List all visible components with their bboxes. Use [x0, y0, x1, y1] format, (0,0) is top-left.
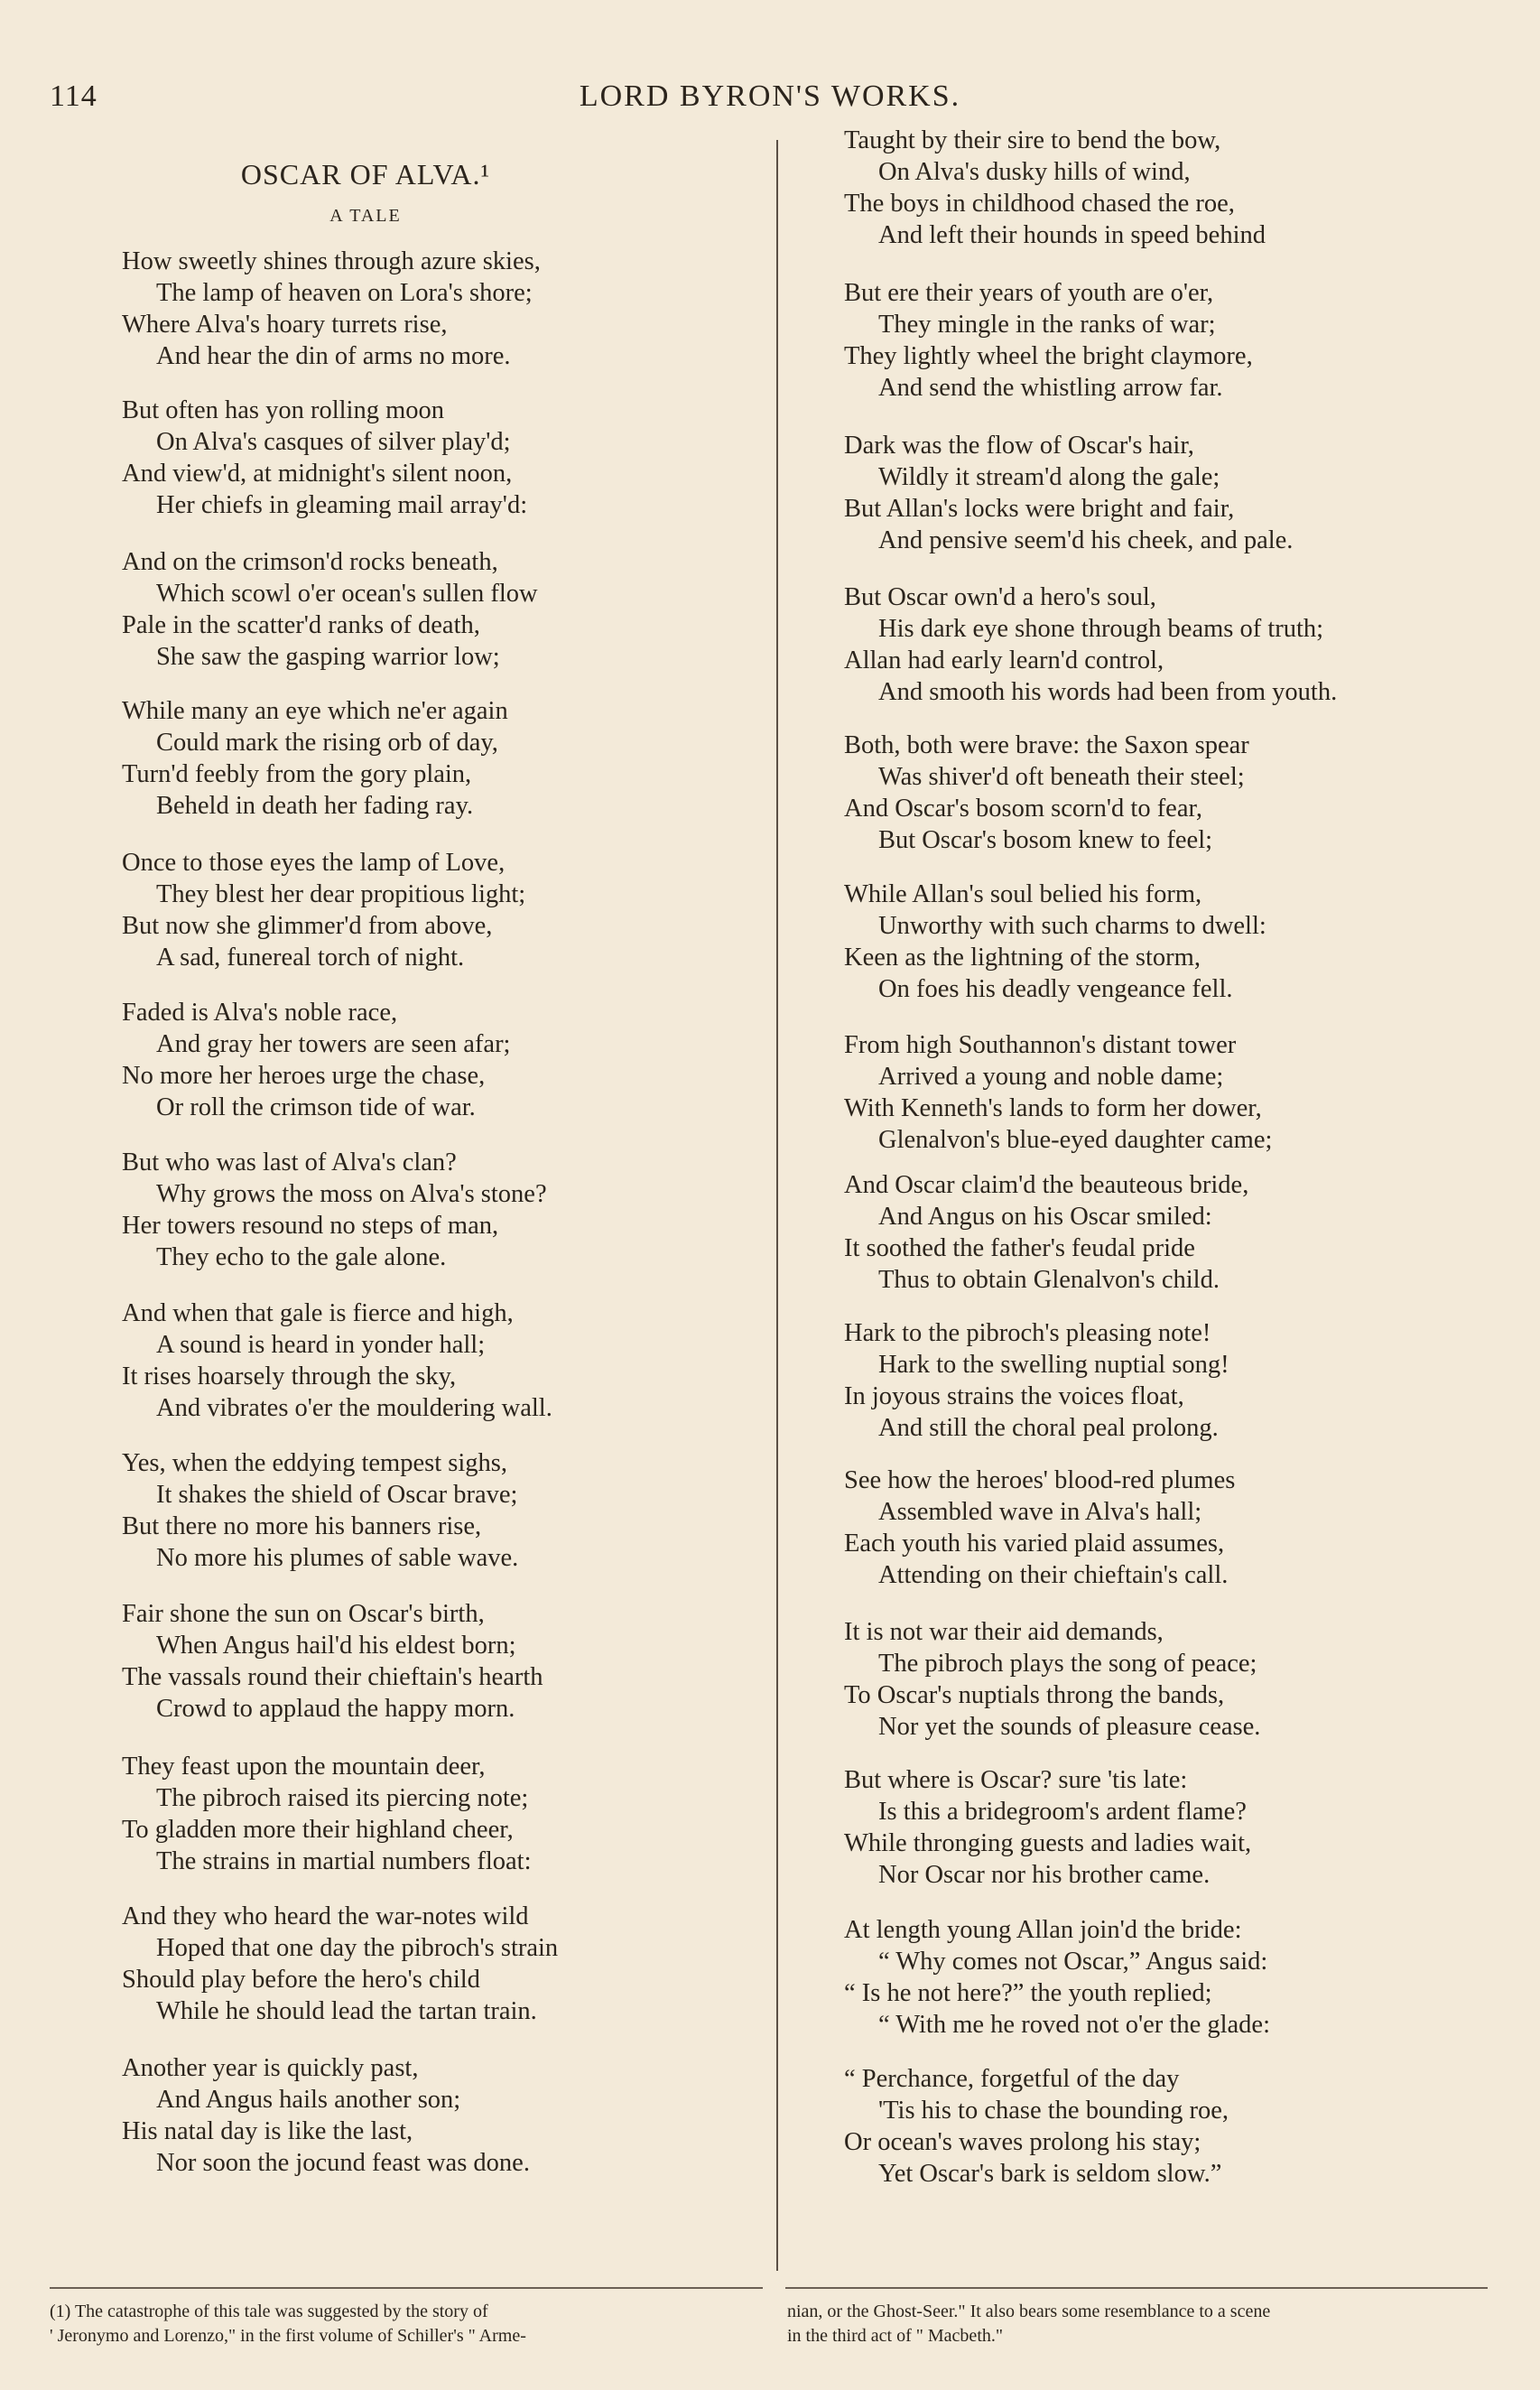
- verse-line: While many an eye which ne'er again: [122, 697, 508, 725]
- verse-line: Which scowl o'er ocean's sullen flow: [156, 580, 538, 608]
- verse-line: Is this a bridegroom's ardent flame?: [878, 1798, 1247, 1826]
- verse-line: Her chiefs in gleaming mail array'd:: [156, 491, 528, 519]
- verse-line: Yes, when the eddying tempest sighs,: [122, 1449, 507, 1477]
- verse-line: They lightly wheel the bright claymore,: [844, 342, 1253, 370]
- verse-line: Arrived a young and noble dame;: [878, 1063, 1224, 1091]
- stanza: [122, 695, 508, 822]
- verse-line: To Oscar's nuptials throng the bands,: [844, 1681, 1225, 1709]
- verse-line: Fair shone the sun on Oscar's birth,: [122, 1600, 485, 1628]
- stanza: [122, 1147, 547, 1273]
- stanza: [844, 1914, 1270, 2041]
- verse-line: The pibroch plays the song of peace;: [878, 1650, 1257, 1678]
- verse-line: When Angus hail'd his eldest born;: [156, 1632, 516, 1660]
- verse-line: The strains in martial numbers float:: [156, 1847, 532, 1875]
- verse-line: Unworthy with such charms to dwell:: [878, 912, 1266, 940]
- verse-line: A sound is heard in yonder hall;: [156, 1331, 486, 1359]
- verse-line: The lamp of heaven on Lora's shore;: [156, 279, 533, 307]
- verse-line: Or roll the crimson tide of war.: [156, 1093, 476, 1121]
- verse-line: On foes his deadly vengeance fell.: [878, 975, 1233, 1003]
- verse-line: No more her heroes urge the chase,: [122, 1062, 486, 1090]
- verse-line: A sad, funereal torch of night.: [156, 944, 465, 972]
- verse-line: And they who heard the war-notes wild: [122, 1902, 529, 1930]
- verse-line: Wildly it stream'd along the gale;: [878, 463, 1220, 491]
- verse-line: Nor Oscar nor his brother came.: [878, 1861, 1211, 1889]
- verse-line: And on the crimson'd rocks beneath,: [122, 548, 498, 576]
- verse-line: Where Alva's hoary turrets rise,: [122, 311, 448, 339]
- verse-line: And Angus hails another son;: [156, 2086, 461, 2114]
- stanza: [844, 125, 1266, 251]
- verse-line: Keen as the lightning of the storm,: [844, 944, 1201, 972]
- verse-line: The pibroch raised its piercing note;: [156, 1784, 529, 1812]
- poem-subtitle: A TALE: [329, 206, 402, 226]
- stanza: [122, 997, 510, 1123]
- verse-line: Once to those eyes the lamp of Love,: [122, 849, 506, 877]
- stanza: [844, 879, 1266, 1005]
- verse-line: To gladden more their highland cheer,: [122, 1816, 514, 1844]
- page-number: 114: [50, 79, 97, 113]
- verse-line: But there no more his banners rise,: [122, 1512, 482, 1540]
- verse-line: And still the choral peal prolong.: [878, 1414, 1219, 1442]
- footnote-left-line-1: (1) The catastrophe of this tale was suggested by the story of: [50, 2302, 488, 2321]
- verse-line: Each youth his varied plaid assumes,: [844, 1530, 1225, 1558]
- verse-line: “ Perchance, forgetful of the day: [844, 2065, 1180, 2093]
- verse-line: Could mark the rising orb of day,: [156, 729, 498, 757]
- verse-line: While Allan's soul belied his form,: [844, 880, 1202, 908]
- stanza: [844, 1616, 1260, 1743]
- verse-line: But ere their years of youth are o'er,: [844, 279, 1214, 307]
- verse-line: The boys in childhood chased the roe,: [844, 190, 1235, 218]
- verse-line: And Oscar's bosom scorn'd to fear,: [844, 795, 1202, 823]
- verse-line: Beheld in death her fading ray.: [156, 792, 474, 820]
- stanza: [844, 1029, 1272, 1156]
- stanza: [122, 395, 527, 521]
- verse-line: Hark to the swelling nuptial song!: [878, 1351, 1229, 1379]
- verse-line: 'Tis his to chase the bounding roe,: [878, 2097, 1229, 2125]
- stanza: [844, 1169, 1248, 1296]
- stanza: [844, 2063, 1229, 2190]
- verse-line: “ With me he roved not o'er the glade:: [878, 2011, 1270, 2039]
- verse-line: It soothed the father's feudal pride: [844, 1234, 1195, 1262]
- column-divider: [776, 140, 778, 2271]
- verse-line: And Angus on his Oscar smiled:: [878, 1203, 1212, 1231]
- verse-line: While he should lead the tartan train.: [156, 1997, 537, 2025]
- verse-line: They mingle in the ranks of war;: [878, 311, 1216, 339]
- verse-line: But now she glimmer'd from above,: [122, 912, 493, 940]
- verse-line: On Alva's casques of silver play'd;: [156, 428, 511, 456]
- verse-line: Or ocean's waves prolong his stay;: [844, 2128, 1201, 2156]
- stanza: [844, 430, 1293, 556]
- verse-line: Faded is Alva's noble race,: [122, 999, 398, 1027]
- verse-line: Pale in the scatter'd ranks of death,: [122, 611, 480, 639]
- poem-title: OSCAR OF ALVA.¹: [240, 158, 491, 191]
- footnote-rule-left: [50, 2287, 763, 2289]
- verse-line: While thronging guests and ladies wait,: [844, 1829, 1252, 1857]
- running-head: LORD BYRON'S WORKS.: [579, 79, 961, 113]
- verse-line: It is not war their aid demands,: [844, 1618, 1164, 1646]
- stanza: [122, 2052, 530, 2179]
- verse-line: How sweetly shines through azure skies,: [122, 247, 541, 275]
- stanza: [122, 847, 525, 973]
- verse-line: And pensive seem'd his cheek, and pale.: [878, 526, 1294, 554]
- verse-line: In joyous strains the voices float,: [844, 1382, 1184, 1410]
- verse-line: Why grows the moss on Alva's stone?: [156, 1180, 547, 1208]
- verse-line: Taught by their sire to bend the bow,: [844, 126, 1221, 154]
- stanza: [844, 730, 1249, 856]
- verse-line: Her towers resound no steps of man,: [122, 1212, 499, 1240]
- stanza: [844, 581, 1337, 708]
- verse-line: It shakes the shield of Oscar brave;: [156, 1481, 518, 1509]
- stanza: [844, 277, 1253, 404]
- verse-line: They echo to the gale alone.: [156, 1243, 447, 1271]
- stanza: [122, 1751, 532, 1877]
- verse-line: See how the heroes' blood-red plumes: [844, 1466, 1236, 1494]
- footnote-rule-right: [785, 2287, 1488, 2289]
- verse-line: Turn'd feebly from the gory plain,: [122, 760, 472, 788]
- stanza: [122, 1598, 543, 1725]
- verse-line: “ Why comes not Oscar,” Angus said:: [878, 1948, 1268, 1976]
- verse-line: With Kenneth's lands to form her dower,: [844, 1094, 1262, 1122]
- verse-line: And send the whistling arrow far.: [878, 374, 1223, 402]
- stanza: [122, 1297, 552, 1424]
- footnote-left-line-2: ' Jeronymo and Lorenzo," in the first volume of Schiller's " Arme-: [50, 2326, 526, 2346]
- stanza: [844, 1764, 1251, 1891]
- verse-line: “ Is he not here?” the youth replied;: [844, 1979, 1212, 2007]
- verse-line: Hark to the pibroch's pleasing note!: [844, 1319, 1211, 1347]
- verse-line: It rises hoarsely through the sky,: [122, 1362, 457, 1390]
- verse-line: The vassals round their chieftain's hearth: [122, 1663, 543, 1691]
- verse-line: No more his plumes of sable wave.: [156, 1544, 519, 1572]
- verse-line: Attending on their chieftain's call.: [878, 1561, 1229, 1589]
- stanza: [844, 1317, 1229, 1444]
- verse-line: And view'd, at midnight's silent noon,: [122, 460, 513, 488]
- verse-line: But Allan's locks were bright and fair,: [844, 495, 1235, 523]
- verse-line: Allan had early learn'd control,: [844, 646, 1164, 674]
- verse-line: On Alva's dusky hills of wind,: [878, 158, 1191, 186]
- verse-line: His dark eye shone through beams of truth;: [878, 615, 1324, 643]
- stanza: [122, 1447, 518, 1574]
- verse-line: Glenalvon's blue-eyed daughter came;: [878, 1126, 1273, 1154]
- verse-line: Hoped that one day the pibroch's strain: [156, 1934, 559, 1962]
- verse-line: Another year is quickly past,: [122, 2054, 419, 2082]
- stanza: [844, 1465, 1235, 1591]
- verse-line: And Oscar claim'd the beauteous bride,: [844, 1171, 1249, 1199]
- verse-line: And gray her towers are seen afar;: [156, 1030, 511, 1058]
- footnote-right-line-2: in the third act of " Macbeth.": [787, 2326, 1004, 2346]
- verse-line: But often has yon rolling moon: [122, 396, 445, 424]
- verse-line: His natal day is like the last,: [122, 2117, 413, 2145]
- verse-line: But where is Oscar? sure 'tis late:: [844, 1766, 1188, 1794]
- verse-line: They blest her dear propitious light;: [156, 880, 526, 908]
- verse-line: And when that gale is fierce and high,: [122, 1299, 514, 1327]
- verse-line: From high Southannon's distant tower: [844, 1031, 1237, 1059]
- verse-line: Dark was the flow of Oscar's hair,: [844, 432, 1194, 460]
- verse-line: Thus to obtain Glenalvon's child.: [878, 1266, 1220, 1294]
- verse-line: But Oscar's bosom knew to feel;: [878, 826, 1213, 854]
- verse-line: Should play before the hero's child: [122, 1966, 480, 1994]
- verse-line: Assembled wave in Alva's hall;: [878, 1498, 1202, 1526]
- verse-line: And smooth his words had been from youth.: [878, 678, 1338, 706]
- verse-line: At length young Allan join'd the bride:: [844, 1916, 1242, 1944]
- verse-line: They feast upon the mountain deer,: [122, 1753, 486, 1781]
- verse-line: She saw the gasping warrior low;: [156, 643, 500, 671]
- verse-line: But who was last of Alva's clan?: [122, 1149, 457, 1176]
- verse-line: Nor soon the jocund feast was done.: [156, 2149, 530, 2177]
- verse-line: And hear the din of arms no more.: [156, 342, 511, 370]
- footnote-right-line-1: nian, or the Ghost-Seer." It also bears some resemblance to a scene: [787, 2302, 1271, 2321]
- verse-line: And vibrates o'er the mouldering wall.: [156, 1394, 552, 1422]
- verse-line: Crowd to applaud the happy morn.: [156, 1695, 515, 1723]
- verse-line: Was shiver'd oft beneath their steel;: [878, 763, 1245, 791]
- verse-line: But Oscar own'd a hero's soul,: [844, 583, 1156, 611]
- stanza: [122, 246, 541, 372]
- verse-line: And left their hounds in speed behind: [878, 221, 1266, 249]
- verse-line: Yet Oscar's bark is seldom slow.”: [878, 2160, 1222, 2188]
- verse-line: Both, both were brave: the Saxon spear: [844, 731, 1249, 759]
- stanza: [122, 546, 538, 673]
- verse-line: Nor yet the sounds of pleasure cease.: [878, 1713, 1261, 1741]
- stanza: [122, 1901, 558, 2027]
